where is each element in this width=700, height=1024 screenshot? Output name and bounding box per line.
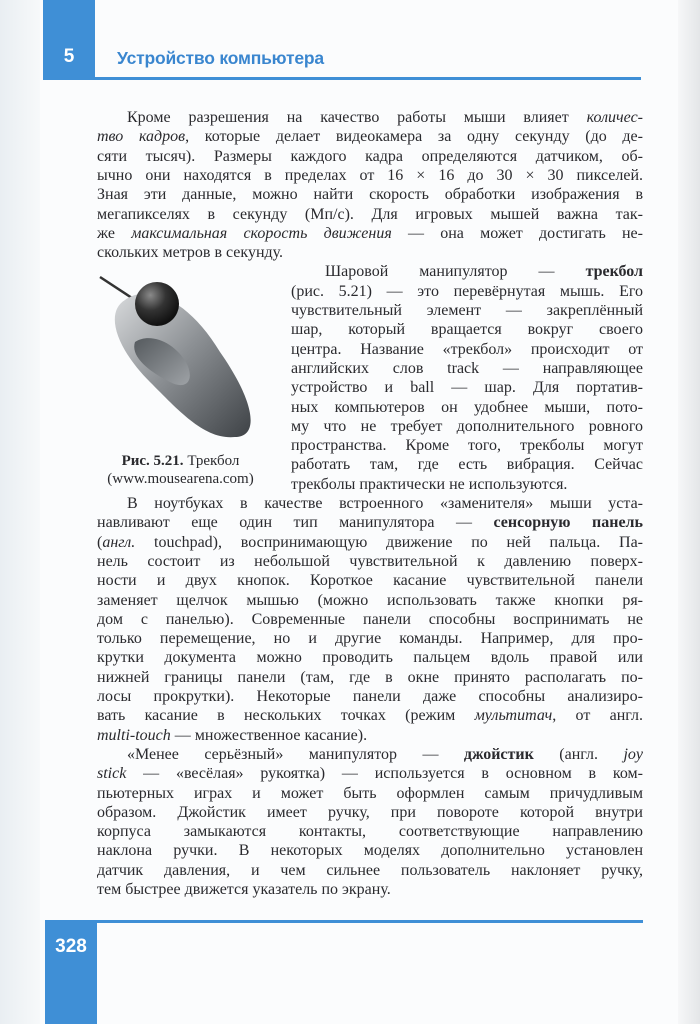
- scan-edge-left: [0, 0, 40, 1024]
- text-line: [291, 340, 643, 359]
- text-segment: «Менее серьёзный» манипулятор —: [127, 745, 464, 763]
- text-line: [97, 513, 643, 532]
- text-segment: заменяет щелчок мышью (можно использовать также кнопки ря-: [97, 591, 643, 609]
- chapter-number: 5: [63, 46, 75, 67]
- italic-term: количес-: [586, 109, 643, 126]
- text-line: [291, 417, 643, 436]
- page-number: 328: [55, 936, 87, 957]
- text-line: [127, 745, 643, 764]
- text-line: [97, 841, 643, 860]
- text-segment: — она может достигать не-: [391, 224, 643, 242]
- scan-edge-right: [678, 0, 700, 1024]
- bold-term: сенсорную панель: [493, 514, 643, 532]
- text-segment: пьютерных играх и может быть оформлен самым причудливым: [97, 784, 643, 802]
- text-line: [97, 166, 643, 185]
- text-line: [97, 591, 643, 610]
- text-line: [97, 784, 643, 803]
- text-segment: — «весёлая» рукоятка) — используется в основном в ком-: [126, 765, 643, 783]
- text-segment: touchpad), воспринимающую движение по ней пальца. Па-: [135, 533, 643, 551]
- italic-term: англ.: [102, 533, 136, 551]
- text-line: [291, 359, 643, 378]
- text-line: [97, 185, 643, 204]
- text-line: [97, 224, 643, 243]
- text-line: [291, 455, 643, 474]
- text-segment: наклона ручки. В некоторых моделях дополнительно установлен: [97, 842, 643, 860]
- trackball-image: [95, 272, 267, 442]
- text-segment: ности и двух кнопок. Короткое касание чувствительной панели: [97, 572, 643, 590]
- text-segment: Шаровой манипулятор —: [325, 263, 586, 281]
- italic-term: stick: [97, 765, 127, 783]
- text-line: [325, 262, 643, 281]
- footer-rule: [45, 920, 643, 923]
- text-segment: тем быстрее движется указатель по экрану.: [97, 881, 391, 898]
- italic-term: максимальная скорость движения: [131, 224, 392, 242]
- text-line: [97, 127, 643, 146]
- text-line: [97, 533, 643, 552]
- text-segment: чувствительный элемент — закреплённый: [291, 302, 643, 319]
- text-line: [97, 147, 643, 166]
- text-segment: нижней границы панели (там, где в окне принято располагать по-: [97, 668, 643, 686]
- italic-term: joy: [623, 745, 643, 763]
- italic-term: мультитач: [474, 707, 553, 725]
- text-segment: Кроме разрешения на качество работы мыши влияет: [127, 109, 587, 126]
- caption-label: Рис. 5.21.: [121, 453, 184, 469]
- text-segment: му что не требует дополнительного ровного: [291, 417, 643, 435]
- text-segment: только перемещение, но и другие команды. Например, для про-: [97, 630, 643, 648]
- text-line: [291, 301, 643, 320]
- text-line: [97, 861, 643, 880]
- caption-text: Трекбол: [187, 453, 240, 469]
- text-segment: центра. Название «трекбол» происходит от: [291, 340, 643, 358]
- figure-caption: [88, 452, 273, 488]
- text-segment: (рис. 5.21) — это перевёрнутая мышь. Его: [291, 282, 643, 300]
- text-segment: (англ.: [533, 745, 624, 763]
- text-line: [97, 610, 643, 629]
- text-segment: трекболы практически не используются.: [291, 475, 568, 493]
- text-segment: (: [97, 533, 103, 551]
- text-segment: нель состоит из небольшой чувствительной к давлению поверх-: [97, 552, 643, 570]
- text-segment: , которые делает видеокамера за одну секунду (до де-: [185, 128, 643, 146]
- text-line: [97, 205, 643, 224]
- text-segment: пространства. Кроме того, трекболы могут: [291, 437, 643, 455]
- text-line: [291, 320, 643, 339]
- caption-source: (www.mousearena.com): [107, 471, 254, 487]
- text-segment: работать там, где есть вибрация. Сейчас: [291, 456, 643, 474]
- text-line: [291, 398, 643, 417]
- text-segment: корпуса замыкаются контакты, соответствующие направлению: [97, 823, 643, 841]
- text-segment: ычно они находятся в пределах от 16 × 16 до 30 × 30 пикселей.: [97, 166, 643, 184]
- text-segment: устройство и ball — шар. Для портатив-: [291, 379, 643, 397]
- text-line: [97, 803, 643, 822]
- text-line: [291, 436, 643, 455]
- chapter-tab: [43, 0, 95, 80]
- text-segment: ных компьютеров он удобнее мыши, пото-: [291, 398, 643, 416]
- bold-term: джойстик: [463, 745, 534, 763]
- text-segment: сяти тысяч). Размеры каждого кадра определяются датчиком, об-: [97, 147, 643, 165]
- text-segment: В ноутбуках в качестве встроенного «заменителя» мыши уста-: [127, 495, 643, 512]
- text-line: [291, 378, 643, 397]
- text-segment: вать касание в нескольких точках (режим: [97, 707, 475, 725]
- text-line: [97, 726, 643, 745]
- text-segment: , от англ.: [552, 707, 643, 725]
- text-line: [97, 243, 643, 262]
- text-segment: английских слов track — направляющее: [291, 359, 643, 377]
- text-segment: Зная эти данные, можно найти скорость обработки изображения в: [97, 186, 643, 204]
- text-segment: мегапикселях в секунду (Мп/с). Для игровых мышей важна так-: [97, 205, 643, 223]
- text-line: [97, 629, 643, 648]
- text-line: [291, 282, 643, 301]
- text-segment: шар, который вращается вокруг своего: [291, 321, 643, 339]
- header-rule: [43, 77, 641, 80]
- text-segment: образом. Джойстик имеет ручку, при повороте которой внутри: [97, 803, 643, 821]
- text-line: [97, 822, 643, 841]
- text-segment: датчик давления, и чем сильнее пользователь наклоняет ручку,: [97, 861, 643, 879]
- text-line: [127, 494, 643, 513]
- text-segment: навливают еще один тип манипулятора —: [97, 514, 494, 532]
- text-line: [97, 648, 643, 667]
- text-line: [97, 706, 643, 725]
- italic-term: multi-touch: [97, 726, 171, 744]
- chapter-title: Устройство компьютера: [117, 48, 324, 68]
- text-segment: скольких метров в секунду.: [97, 244, 284, 262]
- text-segment: крутки документа можно проводить пальцем вдоль правой или: [97, 649, 643, 667]
- text-segment: дом с панелью). Современные панели способны воспринимать не: [97, 610, 643, 628]
- bold-term: трекбол: [585, 263, 643, 281]
- text-line: [97, 880, 643, 899]
- text-line: [127, 108, 643, 127]
- text-line: [97, 764, 643, 783]
- text-line: [97, 668, 643, 687]
- text-line: [97, 552, 643, 571]
- text-segment: — множественное касание).: [170, 726, 368, 744]
- text-segment: же: [97, 224, 132, 242]
- text-line: [97, 571, 643, 590]
- italic-term: тво кадров: [97, 128, 186, 146]
- text-segment: лосы прокрутки). Некоторые панели даже способны анализиро-: [97, 688, 643, 705]
- text-line: [97, 687, 643, 706]
- text-line: [291, 475, 643, 494]
